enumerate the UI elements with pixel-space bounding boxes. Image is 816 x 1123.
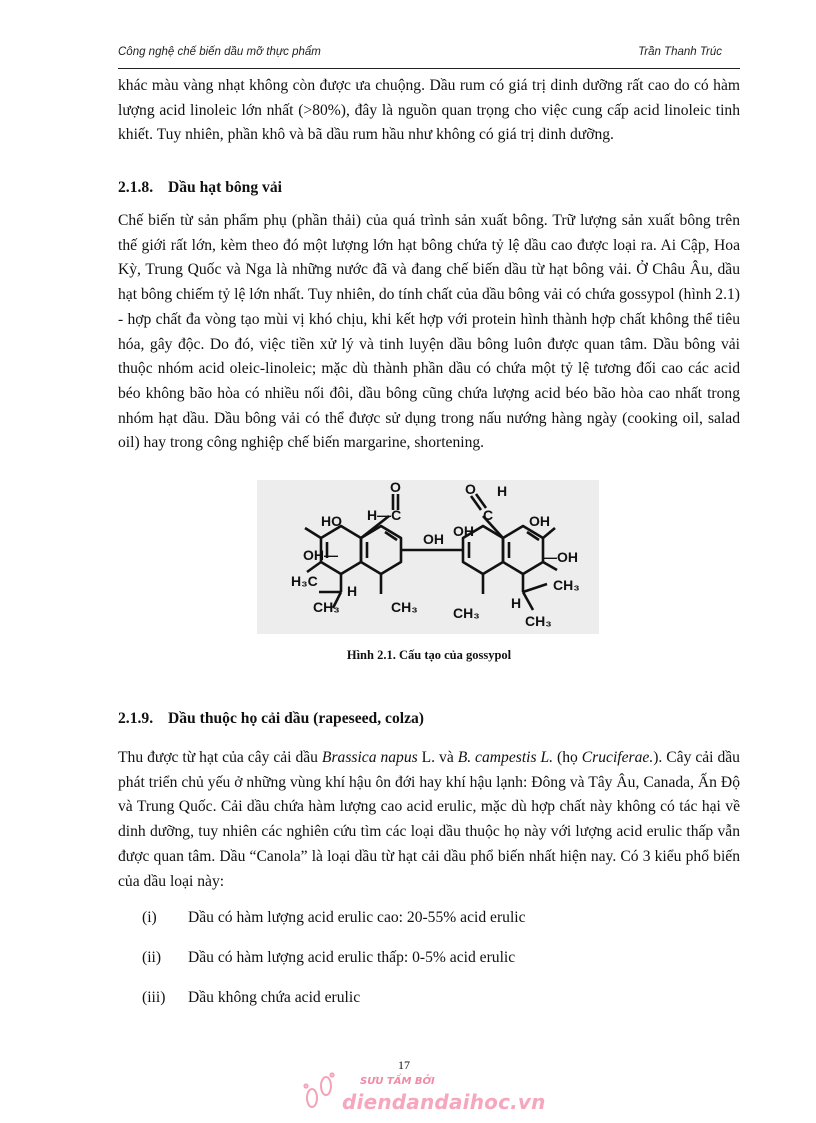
list-text: Dầu có hàm lượng acid erulic cao: 20-55% acid erulic (188, 909, 526, 926)
section-heading-2-1-9 (118, 710, 424, 728)
list-text: Dầu có hàm lượng acid erulic thấp: 0-5% acid erulic (188, 949, 516, 966)
text-run: ). Cây cải dầu phát triển chủ yếu ở những vùng khí hậu ôn đới hay khí hậu lạnh: Đông và Tây Âu, Canada, Ấn Độ và Trung Quốc. Cải dầu chứa hàm lượng cao acid erulic, mặc dù hợp chất này không có tác hại về dinh dưỡng, tuy nhiên các nghiên cứu tìm các loại dầu thuộc họ này với lượng acid erulic thấp vẫn được quan tâm. Dầu “Canola” là loại dầu từ hạt cải dầu phổ biến nhất hiện nay. Có 3 kiểu phổ biến của dầu loại này: (118, 749, 740, 890)
label-ch3-left: CH₃ (313, 599, 340, 615)
text-run: (họ (553, 749, 582, 766)
label-oh-mid: OH (423, 531, 444, 547)
header-book-title: Công nghệ chế biến dầu mỡ thực phẩm (118, 46, 321, 58)
page-number: 17 (398, 1058, 410, 1072)
watermark (300, 1068, 546, 1118)
paragraph-rapeseed-oil (118, 746, 740, 894)
list-marker: (ii) (142, 949, 162, 966)
paragraph-cottonseed-oil: Chế biến từ sản phẩm phụ (phần thải) của quá trình sản xuất bông. Trữ lượng sản xuất bông trên thế giới rất lớn, kèm theo đó một lượng lớn hạt bông chứa tỷ lệ dầu cao được loại ra. Ai Cập, Hoa Kỳ, Trung Quốc và Nga là những nước đã và đang chế biến dầu từ hạt bông vải. Ở Châu Âu, dầu hạt bông chiếm tỷ lệ lớn nhất. Tuy nhiên, do tính chất của dầu bông vải có chứa gossypol (hình 2.1) - hợp chất đa vòng tạo mùi vị khó chịu, khi kết hợp với protein hình thành hợp chất không thể tiêu hóa, gây độc. Do đó, việc tiền xử lý và tinh luyện dầu bông luôn được quan tâm. Dầu bông vải thuộc nhóm acid oleic-linoleic; mặc dù thành phần dầu có chứa một tỷ lệ tương đối cao các acid béo không bão hòa có nhiều nối đôi, dầu bông cũng chứa lượng acid béo bão hòa cao nhất trong nhóm hạt dầu. Dầu bông vải có thể được sử dụng trong nấu nướng hàng ngày (cooking oil, salad oil) hay trong công nghiệp chế biến margarine, shortening. (118, 212, 740, 452)
family-name: Cruciferae. (581, 749, 654, 766)
header-author: Trần Thanh Trúc (638, 46, 722, 58)
label-ch3-ring-right: CH₃ (453, 605, 480, 621)
page-header (118, 46, 740, 68)
list-item (142, 989, 360, 1007)
section-title: Dầu hạt bông vải (168, 179, 282, 196)
list-text: Dầu không chứa acid erulic (188, 989, 361, 1006)
species-name: Brassica napus (321, 749, 418, 766)
label-h-right: H (497, 483, 508, 499)
list-item (142, 949, 515, 967)
text-run: L. và (417, 749, 458, 766)
header-divider (118, 68, 740, 69)
list-item (142, 909, 526, 927)
label-ho: HO (321, 513, 342, 529)
label-hc: H—C (367, 507, 402, 523)
label-oh-right-mid: OH (453, 523, 474, 539)
watermark-caption: SƯU TẦM BỞI (360, 1076, 435, 1087)
footprint-icon (300, 1070, 340, 1114)
text-run: Thu được từ hạt của cây cải dầu (118, 749, 322, 766)
label-h-right2: H (511, 595, 522, 611)
label-o-left: O (390, 480, 401, 495)
gossypol-structure-diagram (257, 480, 599, 634)
gossypol-structure-figure (257, 480, 599, 634)
section-title: Dầu thuộc họ cải dầu (rapeseed, colza) (168, 710, 424, 727)
label-h3c: H₃C (291, 573, 318, 589)
list-marker: (iii) (142, 989, 166, 1006)
label-oh-right2: —OH (543, 549, 578, 565)
label-ch3-right-top: CH₃ (553, 577, 580, 593)
label-o-right: O (465, 481, 476, 497)
section-number: 2.1.9. (118, 710, 154, 727)
label-h-left: H (347, 583, 358, 599)
label-oh-right1: OH (529, 513, 550, 529)
paragraph-safflower-oil: khác màu vàng nhạt không còn được ưa chuộng. Dầu rum có giá trị dinh dưỡng rất cao do có hàm lượng acid linoleic lớn nhất (>80%), đây là nguồn quan trọng cho việc cung cấp acid linoleic tinh khiết. Tuy nhiên, phần khô và bã dầu rum hầu như không có giá trị dinh dưỡng. (118, 77, 740, 144)
label-ch3-right-bottom: CH₃ (525, 613, 552, 629)
label-oh-left: OH— (303, 547, 338, 563)
section-number: 2.1.8. (118, 179, 154, 196)
watermark-site: diendandaihoc.vn (342, 1090, 546, 1114)
label-c-right: C (483, 507, 494, 523)
figure-caption: Hình 2.1. Cấu tạo của gossypol (346, 648, 512, 662)
label-ch3-ring-left: CH₃ (391, 599, 418, 615)
list-marker: (i) (142, 909, 157, 926)
section-heading-2-1-8 (118, 179, 282, 197)
species-name: B. campestis L. (457, 749, 554, 766)
